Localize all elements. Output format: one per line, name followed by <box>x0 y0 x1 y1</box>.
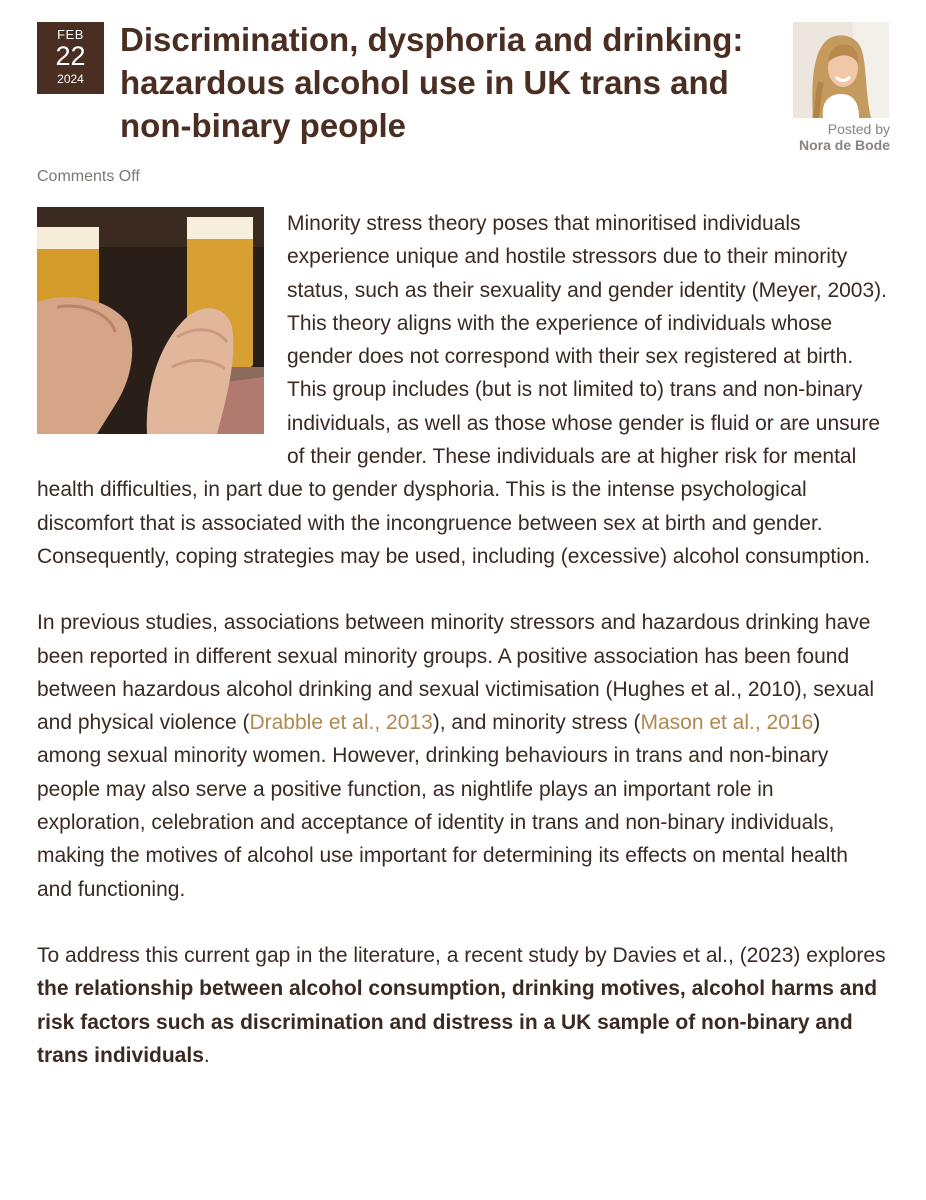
posted-by <box>799 121 890 153</box>
post-title[interactable]: Discrimination, dysphoria and drinking: hazardous alcohol use in UK trans and non-binary people <box>120 21 744 144</box>
paragraph-2 <box>37 606 887 906</box>
citation-link-mason[interactable]: Mason et al., 2016 <box>640 711 814 735</box>
comments-status: Comments Off <box>37 168 140 185</box>
paragraph-2-text-b: ), and minority stress ( <box>432 711 641 735</box>
paragraph-3-bold: the relationship between alcohol consumption, drinking motives, alcohol harms and risk factors such as discrimination and distress in a UK sample of non-binary and trans individuals <box>37 977 878 1067</box>
author-name[interactable]: Nora de Bode <box>798 137 890 153</box>
author-avatar-image <box>793 22 889 118</box>
paragraph-2-text-c: ) among sexual minority women. However, drinking behaviours in trans and non-binary people may also serve a positive function, as nightlife plays an important role in exploration, celebration and acceptance of identity in trans and non-binary individuals, making the motives of alcohol use important for determining its effects on mental health and functioning. <box>37 711 848 901</box>
author-avatar[interactable] <box>793 22 889 118</box>
paragraph-1: Minority stress theory poses that minoritised individuals experience unique and hostile stressors due to their minority status, such as their sexuality and gender identity (Meyer, 2003). This theory aligns with the experience of individuals whose gender does not correspond with their sex registered at birth. This group includes (but is not limited to) trans and non-binary individuals, as well as those whose gender is fluid or are unsure of their gender. These individuals are at higher risk for mental health difficulties, in part due to gender dysphoria. This is the intense psychological discomfort that is associated with the incongruence between sex at birth and gender. Consequently, coping strategies may be used, including (excessive) alcohol consumption. <box>37 212 887 568</box>
date-day: 22 <box>55 41 86 71</box>
paragraph-2-text-a: In previous studies, associations between minority stressors and hazardous drinking have been reported in different sexual minority groups. A positive association has been found between hazardous alcohol drinking and sexual victimisation (Hughes et al., 2010), sexual and physical violence ( <box>37 611 874 735</box>
post-date-badge <box>37 22 104 94</box>
paragraph-3 <box>37 939 887 1072</box>
paragraph-3-text-a: To address this current gap in the literature, a recent study by Davies et al., (2023) explores <box>37 943 886 967</box>
article-body <box>37 207 887 1072</box>
date-year: 2024 <box>57 72 84 86</box>
paragraph-3-text-b: . <box>203 1043 210 1067</box>
posted-by-label: Posted by <box>827 121 890 137</box>
date-month: FEB <box>57 27 84 42</box>
citation-link-drabble[interactable]: Drabble et al., 2013 <box>249 711 433 735</box>
beer-glasses-image <box>37 207 264 434</box>
